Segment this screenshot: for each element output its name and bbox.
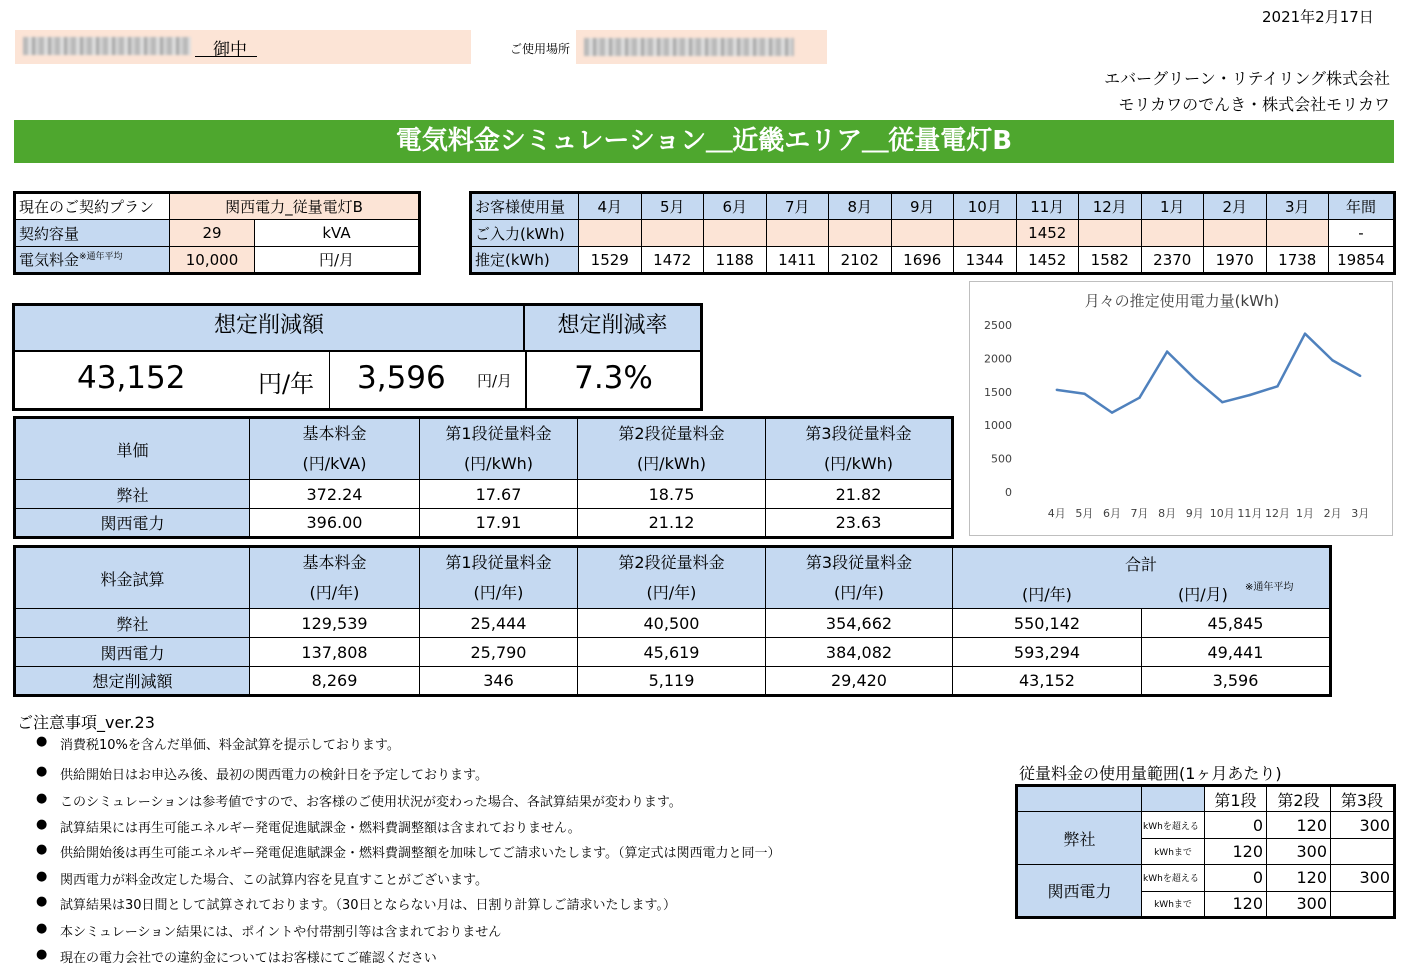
data-point xyxy=(1276,385,1278,387)
x-tick-label: 4月 xyxy=(1047,507,1066,520)
total-label: 合計 xyxy=(1124,555,1157,574)
estimate-cell: 1344 xyxy=(954,247,1017,274)
tier-header: 第2段 xyxy=(1267,786,1331,812)
calc-header-tier1: 第1段従量料金 (円/年) xyxy=(420,547,578,609)
note-item: ● 試算結果には再生可能エネルギー発電促進賦課金・燃料費調整額は含まれておりません。 xyxy=(36,817,581,836)
calc-cell: 40,500 xyxy=(578,609,766,638)
recipient-field xyxy=(15,30,471,64)
note-item: ● 現在の電力会社での違約金についてはお客様にてご確認ください xyxy=(36,947,437,966)
range-table xyxy=(1015,784,1396,919)
input-cell[interactable] xyxy=(1204,220,1267,247)
annual-header: 年間 xyxy=(1329,193,1395,220)
input-cell[interactable] xyxy=(1141,220,1204,247)
page-title: 電気料金シミュレーション＿近畿エリア＿従量電灯B xyxy=(14,120,1394,163)
location-field xyxy=(576,30,827,64)
calc-cell: 354,662 xyxy=(766,609,953,638)
savings-divider xyxy=(329,352,330,408)
calc-cell: 137,808 xyxy=(250,638,420,667)
input-cell[interactable] xyxy=(891,220,954,247)
x-tick-label: 10月 xyxy=(1209,507,1235,520)
fee-label-cell xyxy=(15,247,170,274)
range-company: 関西電力 xyxy=(1017,865,1142,918)
savings-monthly-unit: 円/月 xyxy=(477,372,513,390)
y-tick-label: 2500 xyxy=(984,319,1012,332)
estimate-label: 推定(kWh) xyxy=(471,247,579,274)
estimate-cell: 1970 xyxy=(1204,247,1267,274)
recipient-suffix: 御中 xyxy=(213,40,247,60)
savings-box xyxy=(12,303,703,411)
range-cell xyxy=(1331,891,1395,917)
input-cell[interactable] xyxy=(1266,220,1329,247)
month-header: 12月 xyxy=(1079,193,1142,220)
bullet: ● xyxy=(36,921,48,936)
estimate-cell: 1582 xyxy=(1079,247,1142,274)
bullet: ● xyxy=(36,842,48,857)
y-tick-label: 1000 xyxy=(984,419,1012,433)
calc-row-name: 弊社 xyxy=(15,609,250,638)
calc-header-tier2: 第2段従量料金 (円/年) xyxy=(578,547,766,609)
calc-cell: 5,119 xyxy=(578,667,766,696)
usage-table xyxy=(469,191,1396,275)
unit-header-tier1: 第1段従量料金 (円/kWh) xyxy=(420,418,578,480)
bullet: ● xyxy=(36,947,48,962)
fee-calc-table xyxy=(13,545,1332,697)
savings-amount-label: 想定削減額 xyxy=(15,306,525,352)
note-item: ● 試算結果は30日間として試算されております。（30日とならない月は、日割り計算しご請求いたします。） xyxy=(36,894,677,913)
unit-cell: 17.91 xyxy=(420,509,578,538)
usage-chart-svg xyxy=(970,282,1394,537)
unit-header-tier3: 第3段従量料金 (円/kWh) xyxy=(766,418,953,480)
usage-header-label: お客様使用量 xyxy=(471,193,579,220)
month-header: 5月 xyxy=(641,193,704,220)
calc-cell: 25,790 xyxy=(420,638,578,667)
data-point xyxy=(1166,350,1168,352)
calc-row-name: 関西電力 xyxy=(15,638,250,667)
unit-cell: 23.63 xyxy=(766,509,953,538)
input-label: ご入力(kWh) xyxy=(471,220,579,247)
note-item: ● 供給開始後は再生可能エネルギー発電促進賦課金・燃料費調整額を加味してご請求いたします。（算定式は関西電力と同一） xyxy=(36,842,781,861)
range-cell xyxy=(1331,838,1395,864)
note-item: ● 本シミュレーション結果には、ポイントや付帯割引等は含まれておりません xyxy=(36,921,502,940)
contract-table xyxy=(13,191,421,275)
calc-cell: 346 xyxy=(420,667,578,696)
input-cell[interactable] xyxy=(766,220,829,247)
x-tick-label: 7月 xyxy=(1130,507,1149,520)
redacted-name xyxy=(23,37,191,55)
calc-cell: 45,845 xyxy=(1142,609,1331,638)
calc-cell: 384,082 xyxy=(766,638,953,667)
estimate-cell: 1472 xyxy=(641,247,704,274)
range-cell: 120 xyxy=(1267,865,1331,891)
redacted-location xyxy=(584,38,794,56)
savings-monthly: 3,596 xyxy=(357,360,446,396)
x-tick-label: 8月 xyxy=(1158,507,1177,520)
data-point xyxy=(1331,359,1333,361)
calc-cell: 49,441 xyxy=(1142,638,1331,667)
estimate-cell: 2102 xyxy=(829,247,892,274)
calc-cell: 593,294 xyxy=(953,638,1142,667)
data-point xyxy=(1249,394,1251,396)
bullet: ● xyxy=(36,734,48,749)
bullet: ● xyxy=(36,791,48,806)
series-line xyxy=(1057,334,1360,413)
unit-price-table xyxy=(13,416,954,539)
note-item: ● このシミュレーションは参考値ですので、お客様のご使用状況が変わった場合、各試算結果が変わります。 xyxy=(36,791,682,810)
bullet: ● xyxy=(36,817,48,832)
range-cell: 120 xyxy=(1205,891,1267,917)
location-label: ご使用場所 xyxy=(510,42,571,56)
unit-cell: 396.00 xyxy=(250,509,420,538)
company-name: エバーグリーン・リテイリング株式会社 xyxy=(1104,69,1390,88)
savings-yearly: 43,152 xyxy=(77,360,186,396)
range-corner xyxy=(1017,786,1142,812)
range-corner xyxy=(1142,786,1205,812)
x-tick-label: 2月 xyxy=(1323,507,1342,520)
input-cell[interactable]: 1452 xyxy=(1016,220,1079,247)
range-cell: 300 xyxy=(1331,812,1395,838)
x-tick-label: 11月 xyxy=(1237,507,1263,520)
y-tick-label: 2000 xyxy=(984,352,1012,366)
range-cell: 0 xyxy=(1205,865,1267,891)
tier-header: 第3段 xyxy=(1331,786,1395,812)
calc-row-name: 想定削減額 xyxy=(15,667,250,696)
month-header: 2月 xyxy=(1204,193,1267,220)
calc-header-basic: 基本料金 (円/年) xyxy=(250,547,420,609)
y-tick-label: 0 xyxy=(1005,486,1012,499)
data-point xyxy=(1083,392,1085,394)
tier-header: 第1段 xyxy=(1205,786,1267,812)
unit-cell: 21.12 xyxy=(578,509,766,538)
unit-row-name: 関西電力 xyxy=(15,509,250,538)
input-cell[interactable] xyxy=(704,220,767,247)
company-subname: モリカワのでんき・株式会社モリカワ xyxy=(1118,95,1390,114)
month-header: 6月 xyxy=(704,193,767,220)
data-point xyxy=(1111,411,1113,413)
input-cell[interactable] xyxy=(579,220,642,247)
month-header: 1月 xyxy=(1141,193,1204,220)
estimate-cell: 1188 xyxy=(704,247,767,274)
calc-cell: 29,420 xyxy=(766,667,953,696)
input-cell[interactable] xyxy=(829,220,892,247)
month-header: 10月 xyxy=(954,193,1017,220)
estimate-cell: 1452 xyxy=(1016,247,1079,274)
total-month-unit: (円/月) xyxy=(1178,585,1228,604)
calc-label: 料金試算 xyxy=(15,547,250,609)
calc-cell: 43,152 xyxy=(953,667,1142,696)
range-cell: 300 xyxy=(1267,838,1331,864)
upto-label: kWhまで xyxy=(1142,838,1205,864)
bullet: ● xyxy=(36,764,48,779)
savings-rate-label: 想定削減率 xyxy=(525,306,700,352)
date: 2021年2月17日 xyxy=(1262,8,1374,26)
calc-header-total xyxy=(953,547,1331,609)
calc-cell: 25,444 xyxy=(420,609,578,638)
unit-row-name: 弊社 xyxy=(15,480,250,509)
y-tick-label: 500 xyxy=(991,452,1012,466)
x-tick-label: 6月 xyxy=(1102,507,1121,520)
fee-unit: 円/月 xyxy=(255,247,420,274)
estimate-cell: 1411 xyxy=(766,247,829,274)
x-tick-label: 3月 xyxy=(1351,507,1370,520)
y-tick-label: 1500 xyxy=(984,385,1012,399)
over-label: kWhを超える xyxy=(1142,812,1205,838)
estimate-cell: 1738 xyxy=(1266,247,1329,274)
month-header: 8月 xyxy=(829,193,892,220)
month-header: 4月 xyxy=(579,193,642,220)
estimate-annual: 19854 xyxy=(1329,247,1395,274)
unit-price-label: 単価 xyxy=(15,418,250,480)
range-cell: 300 xyxy=(1331,865,1395,891)
plan-value: 関西電力_従量電灯B xyxy=(170,193,420,220)
input-cell[interactable] xyxy=(1079,220,1142,247)
data-point xyxy=(1194,378,1196,380)
calc-cell: 550,142 xyxy=(953,609,1142,638)
calc-cell: 45,619 xyxy=(578,638,766,667)
data-point xyxy=(1056,389,1058,391)
input-cell[interactable] xyxy=(954,220,1017,247)
bullet: ● xyxy=(36,869,48,884)
fee-note: ※通年平均 xyxy=(79,252,123,262)
x-tick-label: 12月 xyxy=(1264,507,1290,520)
data-point xyxy=(1304,332,1306,334)
input-cell[interactable] xyxy=(641,220,704,247)
estimate-cell: 2370 xyxy=(1141,247,1204,274)
unit-cell: 21.82 xyxy=(766,480,953,509)
month-header: 11月 xyxy=(1016,193,1079,220)
range-cell: 120 xyxy=(1205,838,1267,864)
usage-chart xyxy=(969,281,1393,536)
data-point xyxy=(1221,401,1223,403)
x-tick-label: 1月 xyxy=(1296,507,1315,520)
unit-cell: 18.75 xyxy=(578,480,766,509)
capacity-unit: kVA xyxy=(255,220,420,247)
total-year-unit: (円/年) xyxy=(1022,585,1072,604)
note-item: ● 消費税10%を含んだ単価、料金試算を提示しております。 xyxy=(36,734,400,753)
input-annual: - xyxy=(1329,220,1395,247)
range-title: 従量料金の使用量範囲(1ヶ月あたり) xyxy=(1019,764,1282,783)
plan-label: 現在のご契約プラン xyxy=(15,193,170,220)
estimate-cell: 1529 xyxy=(579,247,642,274)
data-point xyxy=(1359,375,1361,377)
upto-label: kWhまで xyxy=(1142,891,1205,917)
x-tick-label: 9月 xyxy=(1185,507,1204,520)
month-header: 3月 xyxy=(1266,193,1329,220)
range-cell: 120 xyxy=(1267,812,1331,838)
data-point xyxy=(1138,397,1140,399)
capacity-label: 契約容量 xyxy=(15,220,170,247)
estimate-cell: 1696 xyxy=(891,247,954,274)
note-item: ● 供給開始日はお申込み後、最初の関西電力の検針日を予定しております。 xyxy=(36,764,488,783)
month-header: 7月 xyxy=(766,193,829,220)
chart-title: 月々の推定使用電力量(kWh) xyxy=(1084,292,1280,310)
notes-title: ご注意事項_ver.23 xyxy=(17,713,155,732)
month-header: 9月 xyxy=(891,193,954,220)
savings-yearly-unit: 円/年 xyxy=(258,370,315,398)
range-cell: 300 xyxy=(1267,891,1331,917)
note-item: ● 関西電力が料金改定した場合、この試算内容を見直すことがございます。 xyxy=(36,869,488,888)
unit-header-tier2: 第2段従量料金 (円/kWh) xyxy=(578,418,766,480)
total-note: ※通年平均 xyxy=(1245,582,1294,593)
calc-cell: 3,596 xyxy=(1142,667,1331,696)
range-company: 弊社 xyxy=(1017,812,1142,865)
bullet: ● xyxy=(36,894,48,909)
range-cell: 0 xyxy=(1205,812,1267,838)
x-tick-label: 5月 xyxy=(1075,507,1094,520)
fee-value[interactable]: 10,000 xyxy=(170,247,255,274)
unit-cell: 372.24 xyxy=(250,480,420,509)
unit-header-basic: 基本料金 (円/kVA) xyxy=(250,418,420,480)
calc-header-tier3: 第3段従量料金 (円/年) xyxy=(766,547,953,609)
calc-cell: 129,539 xyxy=(250,609,420,638)
savings-rate: 7.3% xyxy=(574,360,653,396)
calc-cell: 8,269 xyxy=(250,667,420,696)
fee-label: 電気料金 xyxy=(19,251,80,269)
unit-cell: 17.67 xyxy=(420,480,578,509)
capacity-value[interactable]: 29 xyxy=(170,220,255,247)
over-label: kWhを超える xyxy=(1142,865,1205,891)
